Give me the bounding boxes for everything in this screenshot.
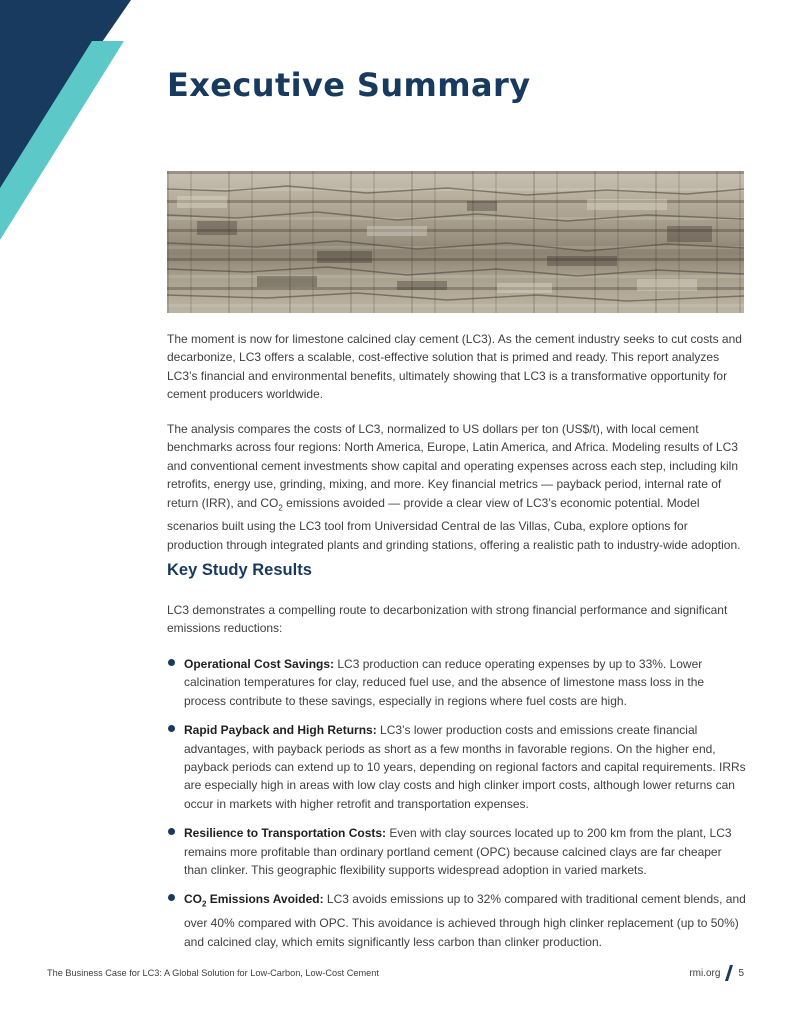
list-item-text: LC3 avoids emissions up to 32% compared with traditional cement blends, and over 40% compared with OPC. This avoidance is achieved through high clinker replacement (up to 50%) and calcined clay, which emits significantly less carbon than clinker production. — [184, 892, 746, 949]
bullet-icon — [168, 659, 175, 666]
list-item — [167, 721, 747, 813]
list-item-label: Operational Cost Savings: — [184, 657, 335, 671]
footer-site-link[interactable]: rmi.org — [689, 967, 721, 979]
list-item — [167, 824, 747, 879]
key-results-heading: Key Study Results — [167, 561, 312, 579]
limestone-rock-face-photo — [167, 171, 744, 313]
intro-paragraph-2 — [167, 420, 747, 554]
page-number: 5 — [738, 967, 744, 979]
intro-paragraph-1: The moment is now for limestone calcined clay cement (LC3). As the cement industry seeks to cut costs and decarbonize, LC3 offers a scalable, cost-effective solution that is primed and ready. This report analyzes LC3’s financial and environmental benefits, ultimately showing that LC3 is a transformative opportunity for cement producers worldwide. — [167, 332, 742, 402]
list-item-text: LC3’s lower production costs and emissions create financial advantages, with payback periods as short as a few months in favorable regions. On the higher end, payback periods can extend up to 10 years, depending on regional factors and capital requirements. IRRs are especially high in areas with low clay costs and high clinker import costs, although lower returns can occur in markets with higher retrofit and transportation expenses. — [184, 723, 746, 811]
bullet-icon — [168, 725, 175, 732]
list-item — [167, 655, 747, 710]
slash-divider-icon — [725, 965, 733, 981]
list-item-label: Resilience to Transportation Costs: — [184, 826, 387, 841]
footer-page-info — [689, 965, 744, 981]
list-item — [167, 890, 747, 951]
corner-decoration — [0, 0, 140, 245]
list-item-label: Rapid Payback and High Returns: — [184, 723, 377, 738]
key-results-list — [167, 655, 747, 962]
intro-paragraph-2-part-b: emissions avoided — provide a clear view of LC3’s economic potential. Model scenarios built using the LC3 tool from Universidad Central de las Villas, Cuba, explore options for production through integrated plants and grinding stations, offering a realistic path to industry-wide adoption. — [167, 495, 741, 552]
list-item-label — [184, 892, 324, 909]
list-item-text: LC3 production can reduce operating expenses by up to 33%. Lower calcination temperatures for clay, reduced fuel use, and the absence of limestone mass loss in the process contribute to these savings, especially in regions where fuel costs are high. — [184, 657, 705, 708]
key-results-lead: LC3 demonstrates a compelling route to decarbonization with strong financial performance and significant emissions reductions: — [167, 603, 728, 636]
bullet-icon — [168, 828, 175, 835]
intro-paragraph-2-part-a: The analysis compares the costs of LC3, normalized to US dollars per ton (US$/t), with local cement benchmarks across four regions: North America, Europe, Latin America, and Africa. Modeling results of LC3 and conventional cement investments show capital and operating expenses across each step, including kiln retrofits, energy use, grinding, mixing, and more. Key financial metrics — payback period, internal rate of return (IRR), and CO — [167, 422, 739, 510]
co2-subscript: 2 — [202, 899, 207, 909]
list-item-text: Even with clay sources located up to 200 km from the plant, LC3 remains more profitable than ordinary portland cement (OPC) because calcined clays are far cheaper than clinker. This geographic flexibility supports widespread adoption in varied markets. — [184, 826, 732, 878]
footer-report-title: The Business Case for LC3: A Global Solution for Low-Carbon, Low-Cost Cement — [47, 968, 379, 978]
page-title: Executive Summary — [167, 66, 531, 104]
co2-label: CO — [184, 892, 202, 907]
bullet-icon — [168, 894, 175, 901]
co2-subscript: 2 — [278, 503, 283, 513]
co2-label-rest: Emissions Avoided: — [206, 892, 324, 907]
